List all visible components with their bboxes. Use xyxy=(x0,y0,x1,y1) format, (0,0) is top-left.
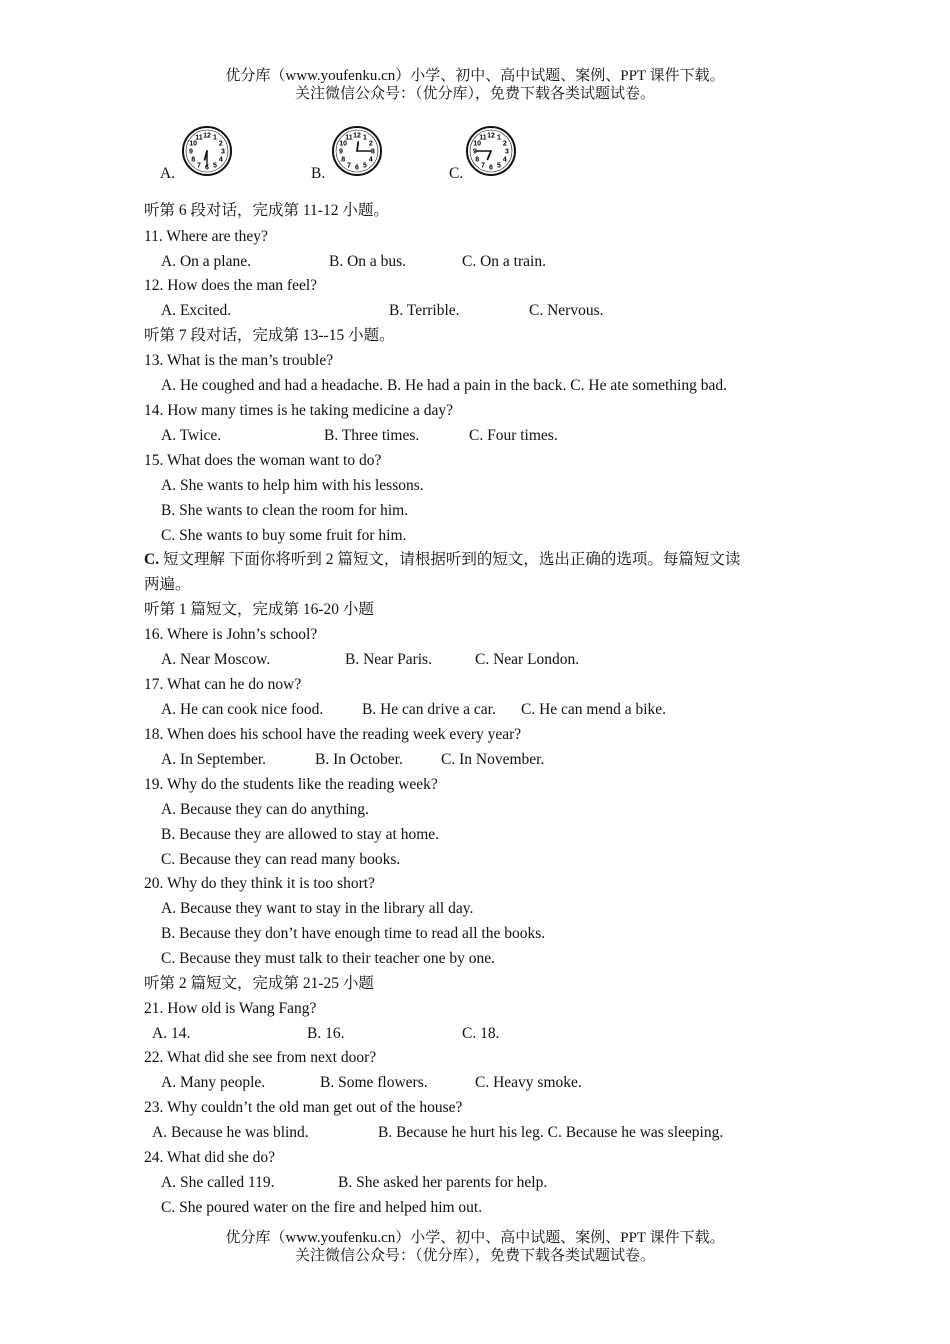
q16-option-c: C. Near London. xyxy=(475,651,580,668)
clock-b xyxy=(330,124,384,178)
q15-option-c: C. She wants to buy some fruit for him. xyxy=(161,527,407,544)
footer-line-2: 关注微信公众号：（优分库），免费下载各类试题试卷。 xyxy=(294,1248,655,1264)
q24-option-b: B. She asked her parents for help. xyxy=(338,1174,548,1191)
q20-option-a: A. Because they want to stay in the library all day. xyxy=(161,900,474,917)
q18-option-c: C. In November. xyxy=(441,751,545,768)
question-16: 16. Where is John’s school? xyxy=(144,626,318,643)
clock-number: 11 xyxy=(195,134,203,142)
clock-number: 7 xyxy=(197,162,201,170)
q19-option-a: A. Because they can do anything. xyxy=(161,801,369,818)
clock-number: 5 xyxy=(363,162,367,170)
q23-option-b-c: B. Because he hurt his leg. C. Because he was sleeping. xyxy=(378,1124,724,1141)
clock-b-label: B. xyxy=(311,165,326,182)
question-19: 19. Why do the students like the reading week? xyxy=(144,776,438,793)
q21-option-b: B. 16. xyxy=(307,1025,345,1042)
clock-number: 6 xyxy=(205,164,209,172)
part-c-label: C. xyxy=(144,551,160,568)
q18-option-b: B. In October. xyxy=(315,751,403,768)
q19-option-b: B. Because they are allowed to stay at home. xyxy=(161,826,440,843)
question-17: 17. What can he do now? xyxy=(144,676,302,693)
clock-number: 12 xyxy=(353,132,361,140)
clock-number: 10 xyxy=(339,140,348,148)
section-6-instruction: 听第 6 段对话，完成第 11-12 小题。 xyxy=(144,202,389,219)
clock-number: 8 xyxy=(475,156,480,164)
clock-hour-hand xyxy=(357,142,358,151)
q20-option-b: B. Because they don’t have enough time to read all the books. xyxy=(161,925,546,942)
q14-option-b: B. Three times. xyxy=(324,427,420,444)
clock-number: 1 xyxy=(213,134,217,142)
part-c-instruction xyxy=(144,550,740,570)
header-line-2: 关注微信公众号：（优分库），免费下载各类试题试卷。 xyxy=(294,86,655,102)
clock-number: 11 xyxy=(345,134,353,142)
part-c-instruction-cont: 两遍。 xyxy=(144,576,191,593)
question-24: 24. What did she do? xyxy=(144,1149,276,1166)
clock-number: 2 xyxy=(218,140,223,148)
question-11: 11. Where are they? xyxy=(144,228,268,245)
question-12: 12. How does the man feel? xyxy=(144,277,318,294)
clock-c-label: C. xyxy=(449,165,464,182)
section-7-instruction: 听第 7 段对话，完成第 13--15 小题。 xyxy=(144,327,395,344)
clock-number: 2 xyxy=(502,140,507,148)
q22-option-b: B. Some flowers. xyxy=(320,1074,428,1091)
clock-number: 4 xyxy=(502,156,507,164)
clock-number: 12 xyxy=(203,132,211,140)
footer-line-1: 优分库（www.youfenku.cn）小学、初中、高中试题、案例、PPT 课件下载。 xyxy=(225,1230,725,1246)
q21-option-c: C. 18. xyxy=(462,1025,500,1042)
passage-2-instruction: 听第 2 篇短文，完成第 21-25 小题 xyxy=(144,975,374,992)
q17-option-c: C. He can mend a bike. xyxy=(521,701,667,718)
clock-number: 4 xyxy=(368,156,373,164)
page-header xyxy=(0,67,950,103)
clock-number: 10 xyxy=(189,140,198,148)
clock-number: 1 xyxy=(363,134,367,142)
clock-a-label: A. xyxy=(160,165,176,182)
q23-option-a: A. Because he was blind. xyxy=(152,1124,309,1141)
question-14: 14. How many times is he taking medicine a day? xyxy=(144,402,454,419)
q11-option-c: C. On a train. xyxy=(462,253,546,270)
q12-option-a: A. Excited. xyxy=(161,302,232,319)
q13-options: A. He coughed and had a headache. B. He had a pain in the back. C. He ate something bad. xyxy=(161,377,727,394)
q17-option-a: A. He can cook nice food. xyxy=(161,701,324,718)
q18-option-a: A. In September. xyxy=(161,751,267,768)
q15-option-b: B. She wants to clean the room for him. xyxy=(161,502,409,519)
q21-option-a: A. 14. xyxy=(152,1025,191,1042)
clock-number: 3 xyxy=(505,148,509,156)
q19-option-c: C. Because they can read many books. xyxy=(161,851,401,868)
question-18: 18. When does his school have the reading week every year? xyxy=(144,726,522,743)
q24-option-c: C. She poured water on the fire and helped him out. xyxy=(161,1199,483,1216)
clock-number: 3 xyxy=(221,148,225,156)
passage-1-instruction: 听第 1 篇短文，完成第 16-20 小题 xyxy=(144,601,374,618)
q14-option-c: C. Four times. xyxy=(469,427,558,444)
header-line-1: 优分库（www.youfenku.cn）小学、初中、高中试题、案例、PPT 课件下载。 xyxy=(225,68,725,84)
clock-number: 10 xyxy=(473,140,482,148)
q11-option-b: B. On a bus. xyxy=(329,253,407,270)
q12-option-c: C. Nervous. xyxy=(529,302,604,319)
question-23: 23. Why couldn’t the old man get out of the house? xyxy=(144,1099,463,1116)
clock-number: 5 xyxy=(213,162,217,170)
q24-option-a: A. She called 119. xyxy=(161,1174,275,1191)
q15-option-a: A. She wants to help him with his lessons. xyxy=(161,477,424,494)
q22-option-c: C. Heavy smoke. xyxy=(475,1074,582,1091)
clock-number: 1 xyxy=(497,134,501,142)
q14-option-a: A. Twice. xyxy=(161,427,222,444)
clock-number: 8 xyxy=(341,156,346,164)
clock-number: 9 xyxy=(473,148,477,156)
clock-number: 9 xyxy=(339,148,343,156)
clock-a xyxy=(180,124,234,178)
question-20: 20. Why do they think it is too short? xyxy=(144,875,375,892)
part-c-text-1: 短文理解 下面你将听到 2 篇短文，请根据听到的短文，选出正确的选项。每篇短文读 xyxy=(159,551,741,568)
q22-option-a: A. Many people. xyxy=(161,1074,266,1091)
q20-option-c: C. Because they must talk to their teacher one by one. xyxy=(161,950,496,967)
question-21: 21. How old is Wang Fang? xyxy=(144,1000,317,1017)
clock-number: 5 xyxy=(497,162,501,170)
clock-number: 2 xyxy=(368,140,373,148)
question-13: 13. What is the man’s trouble? xyxy=(144,352,334,369)
clock-number: 9 xyxy=(189,148,193,156)
q17-option-b: B. He can drive a car. xyxy=(362,701,496,718)
clock-number: 6 xyxy=(489,164,493,172)
question-15: 15. What does the woman want to do? xyxy=(144,452,382,469)
clock-number: 11 xyxy=(479,134,487,142)
clock-number: 4 xyxy=(218,156,223,164)
q16-option-b: B. Near Paris. xyxy=(345,651,432,668)
clock-number: 8 xyxy=(191,156,196,164)
clock-number: 6 xyxy=(355,164,359,172)
q16-option-a: A. Near Moscow. xyxy=(161,651,271,668)
q11-option-a: A. On a plane. xyxy=(161,253,251,270)
clock-number: 12 xyxy=(487,132,495,140)
page-footer xyxy=(0,1229,950,1265)
clock-number: 3 xyxy=(371,148,375,156)
clock-number: 7 xyxy=(481,162,485,170)
question-22: 22. What did she see from next door? xyxy=(144,1049,377,1066)
clock-number: 7 xyxy=(347,162,351,170)
clock-c xyxy=(464,124,518,178)
q12-option-b: B. Terrible. xyxy=(389,302,460,319)
